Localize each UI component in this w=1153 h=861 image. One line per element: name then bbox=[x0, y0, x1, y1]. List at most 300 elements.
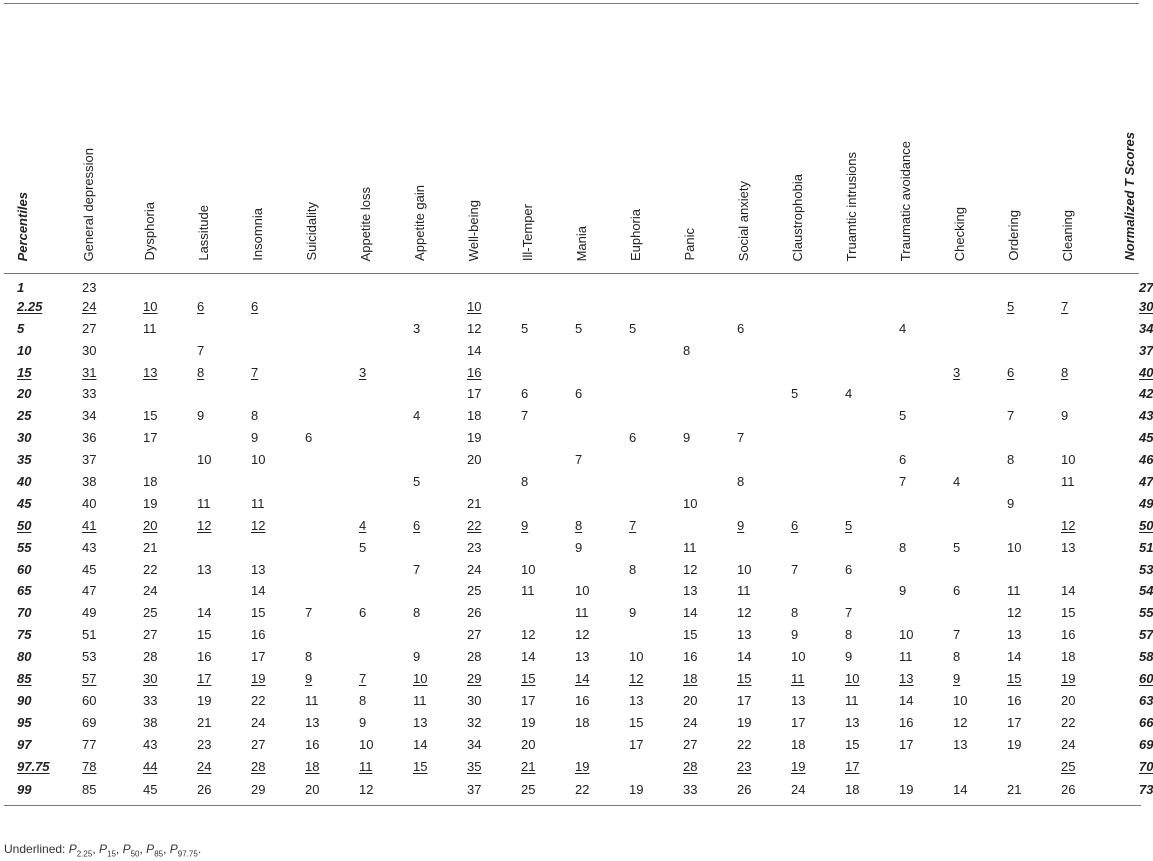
percentile-cell: 50 bbox=[17, 517, 32, 533]
footnote-percentile-subscript: 15 bbox=[107, 849, 116, 859]
score-cell: 36 bbox=[82, 430, 97, 446]
score-cell bbox=[293, 471, 347, 493]
column-header-label: Lassitude bbox=[196, 205, 211, 261]
score-cell: 6 bbox=[845, 561, 853, 577]
score-cell: 22 bbox=[467, 517, 482, 533]
score-cell bbox=[293, 361, 347, 383]
score-cell: 13 bbox=[845, 714, 860, 730]
t-score-cell: 53 bbox=[1139, 561, 1153, 577]
score-cell: 24 bbox=[1061, 736, 1076, 752]
score-cell: 14 bbox=[941, 777, 995, 806]
score-cell: 10 bbox=[359, 736, 374, 752]
percentile-cell: 80 bbox=[17, 649, 32, 665]
table-row bbox=[4, 580, 1141, 602]
score-cell bbox=[779, 536, 833, 558]
score-cell: 6 bbox=[1007, 364, 1015, 380]
score-cell: 15 bbox=[143, 408, 158, 424]
t-score-cell: 66 bbox=[1139, 714, 1153, 730]
score-cell: 31 bbox=[82, 364, 97, 380]
score-cell: 19 bbox=[887, 777, 941, 806]
score-cell bbox=[347, 492, 401, 514]
score-cell bbox=[941, 602, 995, 624]
score-cell bbox=[239, 471, 293, 493]
score-cell: 10 bbox=[467, 298, 482, 314]
column-header-label: General depression bbox=[81, 147, 96, 261]
percentile-cell: 1 bbox=[17, 280, 25, 296]
score-cell: 16 bbox=[197, 649, 212, 665]
score-cell: 6 bbox=[899, 452, 907, 468]
score-cell: 24 bbox=[143, 583, 158, 599]
score-cell: 69 bbox=[82, 714, 97, 730]
score-cell: 15 bbox=[251, 605, 266, 621]
score-cell: 11 bbox=[521, 583, 535, 599]
score-cell bbox=[779, 471, 833, 493]
score-cell bbox=[347, 274, 401, 296]
table-body bbox=[4, 274, 1153, 806]
percentile-cell: 20 bbox=[17, 386, 32, 402]
score-cell: 25 bbox=[509, 777, 563, 806]
score-cell bbox=[779, 449, 833, 471]
column-header bbox=[70, 4, 131, 274]
score-cell: 16 bbox=[1007, 692, 1022, 708]
score-cell bbox=[293, 536, 347, 558]
score-cell bbox=[185, 536, 239, 558]
score-cell: 12 bbox=[251, 517, 266, 533]
score-cell bbox=[671, 449, 725, 471]
score-cell bbox=[833, 427, 887, 449]
score-cell: 14 bbox=[1061, 583, 1076, 599]
score-cell bbox=[239, 339, 293, 361]
column-header-label: Ordering bbox=[1006, 210, 1021, 261]
score-cell bbox=[887, 755, 941, 777]
score-cell: 13 bbox=[737, 627, 752, 643]
score-cell bbox=[887, 339, 941, 361]
score-cell: 11 bbox=[845, 692, 859, 708]
column-header-label: Percentiles bbox=[15, 191, 30, 261]
score-cell bbox=[563, 274, 617, 296]
score-cell bbox=[509, 449, 563, 471]
score-cell: 5 bbox=[629, 320, 637, 336]
score-cell bbox=[509, 427, 563, 449]
column-header bbox=[563, 4, 617, 274]
score-cell: 15 bbox=[521, 670, 536, 686]
score-cell bbox=[563, 492, 617, 514]
column-header bbox=[995, 4, 1049, 274]
percentile-cell: 95 bbox=[17, 714, 32, 730]
score-cell: 8 bbox=[629, 561, 637, 577]
score-cell: 16 bbox=[305, 736, 320, 752]
score-cell: 17 bbox=[197, 670, 212, 686]
footnote-separator: , bbox=[92, 842, 99, 856]
score-cell: 8 bbox=[683, 342, 691, 358]
score-cell: 27 bbox=[143, 627, 158, 643]
score-cell: 33 bbox=[143, 692, 158, 708]
score-cell: 19 bbox=[521, 714, 536, 730]
score-cell bbox=[887, 602, 941, 624]
column-header bbox=[779, 4, 833, 274]
score-cell: 11 bbox=[413, 692, 427, 708]
score-cell bbox=[887, 492, 941, 514]
t-score-cell: 42 bbox=[1139, 386, 1153, 402]
footnote-percentile-symbol: P bbox=[146, 842, 155, 856]
score-cell: 19 bbox=[617, 777, 671, 806]
table-row bbox=[4, 668, 1141, 690]
score-cell: 11 bbox=[791, 670, 805, 686]
score-cell bbox=[455, 471, 509, 493]
score-cell bbox=[293, 274, 347, 296]
t-score-cell: 30 bbox=[1139, 298, 1153, 314]
percentile-cell: 90 bbox=[17, 692, 32, 708]
score-cell: 12 bbox=[575, 627, 590, 643]
score-cell: 7 bbox=[575, 452, 583, 468]
score-cell: 6 bbox=[737, 320, 745, 336]
score-cell bbox=[509, 536, 563, 558]
column-header bbox=[617, 4, 671, 274]
score-cell: 53 bbox=[82, 649, 97, 665]
score-cell: 17 bbox=[629, 736, 644, 752]
score-cell: 14 bbox=[467, 342, 482, 358]
score-cell: 20 bbox=[521, 736, 536, 752]
percentile-cell: 45 bbox=[17, 495, 32, 511]
score-cell: 9 bbox=[575, 539, 583, 555]
score-cell: 7 bbox=[197, 342, 205, 358]
score-cell: 7 bbox=[1007, 408, 1015, 424]
footnote-separator: , bbox=[115, 842, 123, 856]
score-cell: 13 bbox=[143, 364, 158, 380]
score-cell bbox=[563, 405, 617, 427]
score-cell bbox=[617, 449, 671, 471]
score-cell: 4 bbox=[899, 320, 907, 336]
score-cell bbox=[887, 383, 941, 405]
score-cell: 19 bbox=[143, 495, 158, 511]
score-cell: 45 bbox=[82, 561, 97, 577]
score-cell: 6 bbox=[251, 298, 259, 314]
percentile-cell: 60 bbox=[17, 561, 32, 577]
score-cell bbox=[833, 274, 887, 296]
score-cell: 45 bbox=[131, 777, 185, 806]
score-cell: 7 bbox=[305, 605, 313, 621]
score-cell bbox=[671, 274, 725, 296]
score-cell bbox=[293, 405, 347, 427]
footnote-percentile-symbol: P bbox=[169, 842, 178, 856]
score-cell: 17 bbox=[143, 430, 158, 446]
score-cell: 15 bbox=[1061, 605, 1076, 621]
column-header-label: Claustrophobia bbox=[790, 173, 805, 261]
score-cell: 85 bbox=[70, 777, 131, 806]
table-row bbox=[4, 602, 1141, 624]
column-header-label: Well-being bbox=[466, 199, 481, 261]
score-cell: 9 bbox=[197, 408, 205, 424]
score-cell: 12 bbox=[347, 777, 401, 806]
score-cell: 25 bbox=[1061, 758, 1076, 774]
table-row bbox=[4, 339, 1141, 361]
score-cell: 19 bbox=[251, 670, 266, 686]
score-cell bbox=[779, 317, 833, 339]
percentile-norms-table bbox=[4, 3, 1153, 806]
score-cell: 8 bbox=[197, 364, 205, 380]
table-row bbox=[4, 405, 1141, 427]
column-header bbox=[4, 4, 70, 274]
score-cell bbox=[455, 274, 509, 296]
score-cell: 9 bbox=[953, 670, 961, 686]
score-cell bbox=[671, 295, 725, 317]
score-cell: 19 bbox=[1061, 670, 1076, 686]
score-cell bbox=[347, 427, 401, 449]
score-cell: 18 bbox=[467, 408, 482, 424]
table-row bbox=[4, 317, 1141, 339]
score-cell bbox=[347, 471, 401, 493]
footnote-prefix: Underlined: bbox=[4, 842, 69, 856]
score-cell: 13 bbox=[899, 670, 914, 686]
score-cell: 6 bbox=[953, 583, 961, 599]
score-cell: 13 bbox=[1007, 627, 1022, 643]
percentile-cell: 5 bbox=[17, 320, 25, 336]
score-cell: 13 bbox=[1061, 539, 1076, 555]
score-cell: 9 bbox=[305, 670, 313, 686]
score-cell: 7 bbox=[359, 670, 367, 686]
score-cell: 15 bbox=[413, 758, 428, 774]
score-cell bbox=[185, 471, 239, 493]
score-cell: 17 bbox=[251, 649, 266, 665]
t-score-cell: 37 bbox=[1139, 342, 1153, 358]
footnote-items bbox=[68, 842, 202, 859]
score-cell: 43 bbox=[143, 736, 158, 752]
score-cell: 13 bbox=[953, 736, 968, 752]
score-cell: 5 bbox=[953, 539, 961, 555]
score-cell: 17 bbox=[467, 386, 482, 402]
score-cell bbox=[941, 514, 995, 536]
score-cell bbox=[131, 449, 185, 471]
score-cell: 10 bbox=[1061, 452, 1076, 468]
column-header bbox=[239, 4, 293, 274]
score-cell: 11 bbox=[251, 495, 265, 511]
score-cell: 14 bbox=[737, 649, 752, 665]
score-cell bbox=[617, 339, 671, 361]
score-cell bbox=[401, 624, 455, 646]
table-row bbox=[4, 492, 1141, 514]
score-cell bbox=[887, 427, 941, 449]
score-cell: 17 bbox=[737, 692, 752, 708]
column-header-label: Dysphoria bbox=[142, 202, 157, 261]
score-cell bbox=[131, 274, 185, 296]
score-cell bbox=[1049, 492, 1103, 514]
score-cell: 6 bbox=[359, 605, 367, 621]
score-cell: 5 bbox=[1007, 298, 1015, 314]
score-cell bbox=[995, 339, 1049, 361]
column-header-label: Appetite gain bbox=[412, 185, 427, 261]
score-cell: 5 bbox=[413, 473, 421, 489]
table-row bbox=[4, 295, 1141, 317]
score-cell bbox=[563, 427, 617, 449]
score-cell: 12 bbox=[197, 517, 212, 533]
score-cell: 17 bbox=[845, 758, 860, 774]
score-cell bbox=[725, 339, 779, 361]
score-cell: 19 bbox=[575, 758, 590, 774]
score-cell bbox=[563, 295, 617, 317]
score-cell: 9 bbox=[251, 430, 259, 446]
score-cell: 34 bbox=[467, 736, 482, 752]
table-row bbox=[4, 624, 1141, 646]
score-cell: 9 bbox=[1061, 408, 1069, 424]
footnote-separator: . bbox=[197, 842, 202, 856]
score-cell: 5 bbox=[575, 320, 583, 336]
score-cell bbox=[779, 361, 833, 383]
score-cell: 21 bbox=[521, 758, 536, 774]
score-cell: 16 bbox=[575, 692, 590, 708]
score-cell bbox=[941, 339, 995, 361]
score-cell bbox=[401, 449, 455, 471]
table-row bbox=[4, 646, 1141, 668]
score-cell: 7 bbox=[521, 408, 529, 424]
percentile-cell: 15 bbox=[17, 364, 32, 380]
score-cell: 25 bbox=[143, 605, 158, 621]
score-cell bbox=[239, 317, 293, 339]
score-cell: 17 bbox=[521, 692, 536, 708]
score-cell: 6 bbox=[791, 517, 799, 533]
score-cell: 28 bbox=[467, 649, 482, 665]
score-cell: 9 bbox=[683, 430, 691, 446]
score-cell bbox=[725, 295, 779, 317]
score-cell: 16 bbox=[467, 364, 482, 380]
score-cell: 18 bbox=[833, 777, 887, 806]
score-cell: 24 bbox=[779, 777, 833, 806]
column-header bbox=[185, 4, 239, 274]
score-cell: 26 bbox=[467, 605, 482, 621]
score-cell: 9 bbox=[791, 627, 799, 643]
score-cell bbox=[293, 580, 347, 602]
table-row bbox=[4, 711, 1141, 733]
table-row bbox=[4, 689, 1141, 711]
score-cell: 3 bbox=[953, 364, 961, 380]
score-cell bbox=[185, 274, 239, 296]
score-cell: 57 bbox=[82, 670, 97, 686]
percentile-cell: 85 bbox=[17, 670, 32, 686]
score-cell: 6 bbox=[629, 430, 637, 446]
score-cell: 26 bbox=[1049, 777, 1103, 806]
score-cell bbox=[941, 317, 995, 339]
column-header-label: Mania bbox=[574, 225, 589, 261]
score-cell bbox=[617, 361, 671, 383]
score-cell: 8 bbox=[845, 627, 853, 643]
score-cell bbox=[833, 339, 887, 361]
score-cell: 20 bbox=[1061, 692, 1076, 708]
score-cell: 7 bbox=[791, 561, 799, 577]
score-cell: 13 bbox=[791, 692, 806, 708]
column-header bbox=[941, 4, 995, 274]
score-cell: 21 bbox=[143, 539, 158, 555]
score-cell: 13 bbox=[575, 649, 590, 665]
percentile-cell: 75 bbox=[17, 627, 32, 643]
score-cell: 18 bbox=[305, 758, 320, 774]
score-cell bbox=[347, 646, 401, 668]
score-cell: 10 bbox=[791, 649, 806, 665]
score-cell: 9 bbox=[413, 649, 421, 665]
score-cell: 22 bbox=[563, 777, 617, 806]
score-cell: 33 bbox=[671, 777, 725, 806]
score-cell: 22 bbox=[1061, 714, 1076, 730]
score-cell bbox=[941, 383, 995, 405]
score-cell: 28 bbox=[143, 649, 158, 665]
score-cell bbox=[185, 317, 239, 339]
percentile-cell: 97.75 bbox=[17, 758, 50, 774]
column-header-label: Insomnia bbox=[250, 208, 265, 261]
score-cell bbox=[185, 383, 239, 405]
score-cell bbox=[887, 295, 941, 317]
score-cell: 30 bbox=[143, 670, 158, 686]
footnote-percentile-subscript: 50 bbox=[130, 849, 140, 859]
score-cell: 24 bbox=[467, 561, 482, 577]
score-cell: 5 bbox=[521, 320, 529, 336]
score-cell: 37 bbox=[82, 452, 97, 468]
table-row bbox=[4, 427, 1141, 449]
score-cell: 10 bbox=[953, 692, 968, 708]
score-cell bbox=[293, 383, 347, 405]
score-cell bbox=[887, 274, 941, 296]
score-cell: 13 bbox=[197, 561, 212, 577]
score-cell: 29 bbox=[239, 777, 293, 806]
score-cell: 5 bbox=[899, 408, 907, 424]
footnote-percentile-subscript: 85 bbox=[154, 849, 164, 859]
score-cell: 14 bbox=[1007, 649, 1022, 665]
score-cell bbox=[347, 449, 401, 471]
score-cell bbox=[401, 427, 455, 449]
score-cell: 9 bbox=[359, 714, 367, 730]
column-header bbox=[671, 4, 725, 274]
score-cell bbox=[293, 449, 347, 471]
score-cell: 8 bbox=[953, 649, 961, 665]
score-cell bbox=[617, 405, 671, 427]
score-cell bbox=[185, 580, 239, 602]
score-cell bbox=[1049, 339, 1103, 361]
score-cell bbox=[887, 361, 941, 383]
score-cell bbox=[725, 274, 779, 296]
score-cell: 15 bbox=[197, 627, 212, 643]
score-cell bbox=[1103, 777, 1139, 806]
score-cell: 20 bbox=[467, 452, 482, 468]
score-cell bbox=[347, 624, 401, 646]
t-score-cell: 73 bbox=[1139, 777, 1141, 806]
score-cell: 5 bbox=[845, 517, 853, 533]
score-cell bbox=[293, 624, 347, 646]
percentile-cell: 2.25 bbox=[17, 298, 43, 314]
score-cell bbox=[779, 274, 833, 296]
score-cell bbox=[779, 492, 833, 514]
score-cell: 14 bbox=[899, 692, 914, 708]
score-cell bbox=[131, 383, 185, 405]
score-cell: 7 bbox=[899, 473, 907, 489]
score-cell bbox=[347, 295, 401, 317]
score-cell: 17 bbox=[1007, 714, 1022, 730]
score-cell: 7 bbox=[1061, 298, 1069, 314]
footnote-percentile-symbol: P bbox=[122, 842, 131, 856]
score-cell bbox=[509, 274, 563, 296]
score-cell bbox=[833, 405, 887, 427]
score-cell: 19 bbox=[791, 758, 806, 774]
t-score-cell: 55 bbox=[1139, 605, 1153, 621]
score-cell: 10 bbox=[629, 649, 644, 665]
score-cell bbox=[887, 558, 941, 580]
score-cell: 23 bbox=[197, 736, 212, 752]
score-cell: 7 bbox=[629, 517, 637, 533]
score-cell: 18 bbox=[683, 670, 698, 686]
score-cell: 38 bbox=[82, 473, 97, 489]
percentile-cell: 99 bbox=[4, 777, 70, 806]
score-cell bbox=[563, 471, 617, 493]
score-cell: 7 bbox=[845, 605, 853, 621]
score-cell bbox=[185, 427, 239, 449]
score-cell bbox=[347, 339, 401, 361]
score-cell bbox=[401, 580, 455, 602]
